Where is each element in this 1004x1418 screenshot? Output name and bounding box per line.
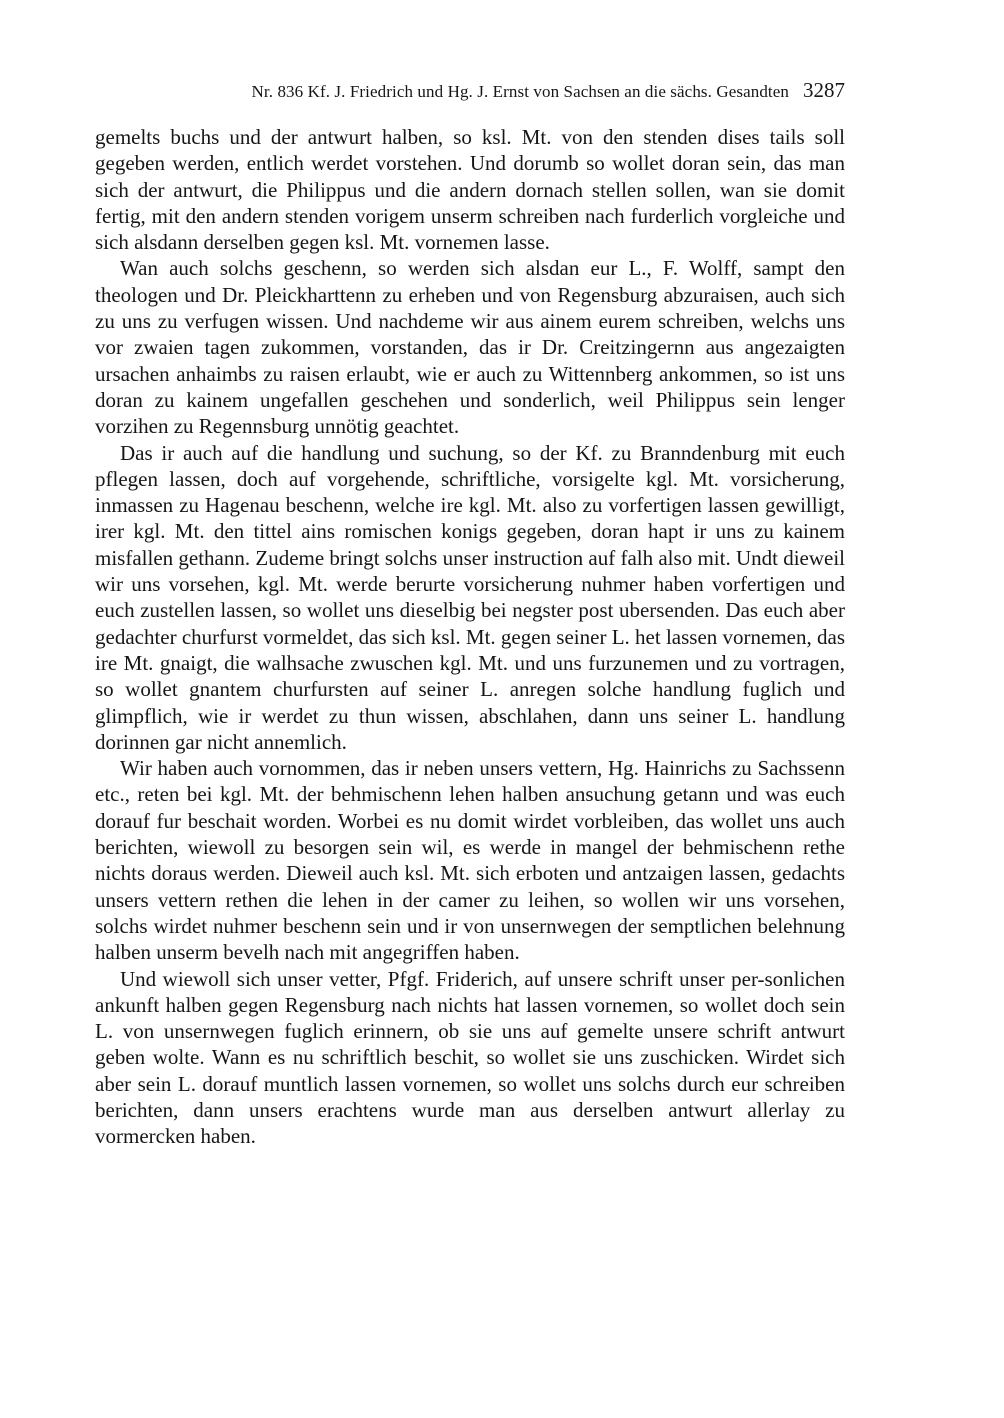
paragraph: gemelts buchs und der antwurt halben, so ksl. Mt. von den stenden dises tails soll gegeben werden, entlich werdet vorstehen. Und dorumb so wollet doran sein, das man sich der antwurt, die Philippus und die andern dornach stellen sollen, wan sie domit fertig, mit den andern stenden vorigem unserm schreiben nach furderlich vorgleiche und sich alsdann derselben gegen ksl. Mt. vornemen lasse. xyxy=(95,125,845,255)
running-head xyxy=(95,78,845,104)
paragraph: Wir haben auch vornommen, das ir neben unsers vettern, Hg. Hainrichs zu Sachssenn etc., reten bei kgl. Mt. der behmischenn lehen halben ansuchung getann und was euch dorauf fur beschait worden. Worbei es nu domit wirdet vorbleiben, das wollet uns auch berichten, wiewoll zu besorgen sein wil, es werde in mangel der behmischenn rethe nichts doraus werden. Dieweil auch ksl. Mt. sich erboten und antzaigen lassen, gedachts unsers vettern rethen die lehen in der camer zu leihen, so wollen wir uns vorsehen, solchs wirdet nuhmer beschenn sein und ir von unsernwegen der semptlichen belehnung halben unserm bevelh nach mit angegriffen haben. xyxy=(95,756,845,965)
body-text xyxy=(95,124,845,1150)
document-page xyxy=(95,78,845,1150)
running-head-title: Nr. 836 Kf. J. Friedrich und Hg. J. Ernst von Sachsen an die sächs. Gesandten xyxy=(251,82,789,101)
paragraph: Das ir auch auf die handlung und suchung, so der Kf. zu Branndenburg mit euch pflegen lassen, doch auf vorgehende, schriftliche, vorsigelte kgl. Mt. vorsicherung, inmassen zu Hagenau beschenn, welche ire kgl. Mt. also zu vorfertigen lassen gewilligt, irer kgl. Mt. den tittel ains romischen konigs gegeben, doran hapt ir uns zu kainem misfallen gethann. Zudeme bringt solchs unser instruction auf falh also mit. Undt dieweil wir uns vorsehen, kgl. Mt. werde berurte vorsicherung nuhmer haben vorfertigen und euch zustellen lassen, so wollet uns dieselbig bei negster post ubersenden. Das euch aber gedachter churfurst vormeldet, das sich ksl. Mt. gegen seiner L. het lassen vornemen, das ire Mt. gnaigt, die walhsache zwuschen kgl. Mt. und uns furzunemen und zu vortragen, so wollet gnantem churfursten auf seiner L. anregen solche handlung fuglich und glimpflich, wie ir werdet zu thun wissen, abschlahen, dann uns seiner L. handlung dorinnen gar nicht annemlich. xyxy=(95,440,846,754)
page-number: 3287 xyxy=(803,78,845,102)
paragraph: Wan auch solchs geschenn, so werden sich alsdan eur L., F. Wolff, sampt den theologen und Dr. Pleickharttenn zu erheben und von Regensburg abzuraisen, auch sich zu uns zu verfugen wissen. Und nachdeme wir aus ainem eurem schreiben, welchs uns vor zwaien tagen zukommen, vorstanden, das ir Dr. Creitzingernn aus angezaigten ursachen anhaimbs zu raisen erlaubt, wie er auch zu Wittennberg ankommen, so ist uns doran zu kainem ungefallen geschehen und sonderlich, weil Philippus sein lenger vorzihen zu Regennsburg unnötig geachtet. xyxy=(95,256,845,439)
paragraph: Und wiewoll sich unser vetter, Pfgf. Friderich, auf unsere schrift unser per-sonlichen ankunft halben gegen Regensburg nach nichts hat lassen vornemen, so wollet doch sein L. von unsernwegen fuglich erinnern, ob sie uns auf gemelte unsere schrift antwurt geben wolte. Wann es nu schriftlich beschit, so wollet sie uns zuschicken. Wirdet sich aber sein L. dorauf muntlich lassen vornemen, so wollet uns solchs durch eur schreiben berichten, dann unsers erachtens wurde man aus derselben antwurt allerlay zu vormercken haben. xyxy=(95,966,845,1149)
